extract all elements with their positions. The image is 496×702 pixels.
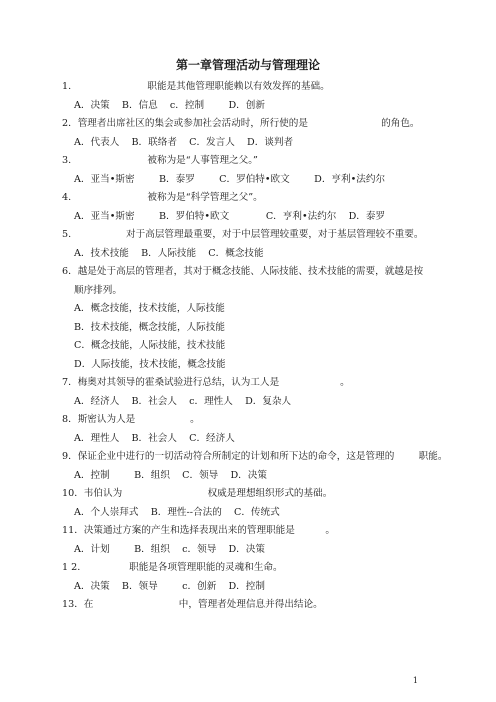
question-text: 5. 对于高层管理最重要，对于中层管理较重要，对于基层管理较不重要。 [62, 229, 424, 240]
question-text: 8．斯密认为人是 。 [62, 414, 200, 425]
question-text: 2．管理者出席社区的集会或参加社会活动时，所行使的是 的角色。 [62, 118, 420, 129]
answer-options: C．概念技能，人际技能，技术技能 [74, 340, 226, 351]
answer-options: A．个人崇拜式 B．理性--合法的 C．传统式 [74, 506, 280, 518]
answer-options: A．代表人 B．联络者 C．发言人 D．谈判者 [74, 136, 294, 148]
answer-options: A．亚当•斯密 B．泰罗 C．罗伯特•欧文 D．亨利•法约尔 [74, 173, 386, 185]
answer-options: A．决策 B．信息 c．控制 D．创新 [74, 99, 265, 111]
answer-options: A．概念技能，技术技能，人际技能 [74, 303, 225, 314]
question-text: 1 2. 职能是各项管理职能的灵魂和生命。 [62, 562, 283, 573]
question-text-continuation: 顺序排列。 [74, 284, 122, 296]
answer-options: A．经济人 B．社会人 c．理性人 D．复杂人 [74, 395, 292, 407]
question-text: 3. 被称为是“人事管理之父。” [62, 155, 258, 166]
answer-options: A．理性人 B．社会人 C．经济人 [74, 432, 235, 444]
page-number: 1 [412, 676, 418, 685]
answer-options: A．计划 B．组织 c．领导 D．决策 [74, 543, 265, 555]
question-text: 9．保证企业中进行的一切活动符合所制定的计划和所下达的命令，这是管理的 职能。 [62, 451, 448, 462]
question-text: 10．韦伯认为 权威是理想组织形式的基础。 [62, 488, 333, 499]
question-text: 4. 被称为是“科学管理之父”。 [62, 192, 263, 203]
answer-options: A．技术技能 B．人际技能 C．概念技能 [74, 247, 264, 259]
answer-options: B．技术技能，概念技能，人际技能 [74, 321, 225, 333]
answer-options: D．人际技能，技术技能，概念技能 [74, 358, 226, 370]
question-text: 13．在 中，管理者处理信息并得出结论。 [62, 599, 323, 610]
answer-options: A．决策 B．领导 c．创新 D．控制 [74, 580, 265, 592]
page-title: 第一章管理活动与管理理论 [175, 58, 320, 72]
question-text: 1. 职能是其他管理职能赖以有效发挥的基础。 [62, 81, 330, 92]
question-text: 6．越是处于高层的管理者，其对于概念技能、人际技能、技术技能的需要，就越是按 [62, 266, 424, 277]
question-text: 11．决策通过方案的产生和选择表现出来的管理职能是 。 [62, 525, 335, 536]
answer-options: A．亚当•斯密 B．罗伯特•欧文 C．亨利•法约尔 D．泰罗 [74, 210, 386, 222]
answer-options: A．控制 B．组织 C．领导 D．决策 [74, 469, 267, 481]
question-text: 7．梅奥对其领导的霍桑试验进行总结，认为工人是 。 [62, 377, 350, 388]
